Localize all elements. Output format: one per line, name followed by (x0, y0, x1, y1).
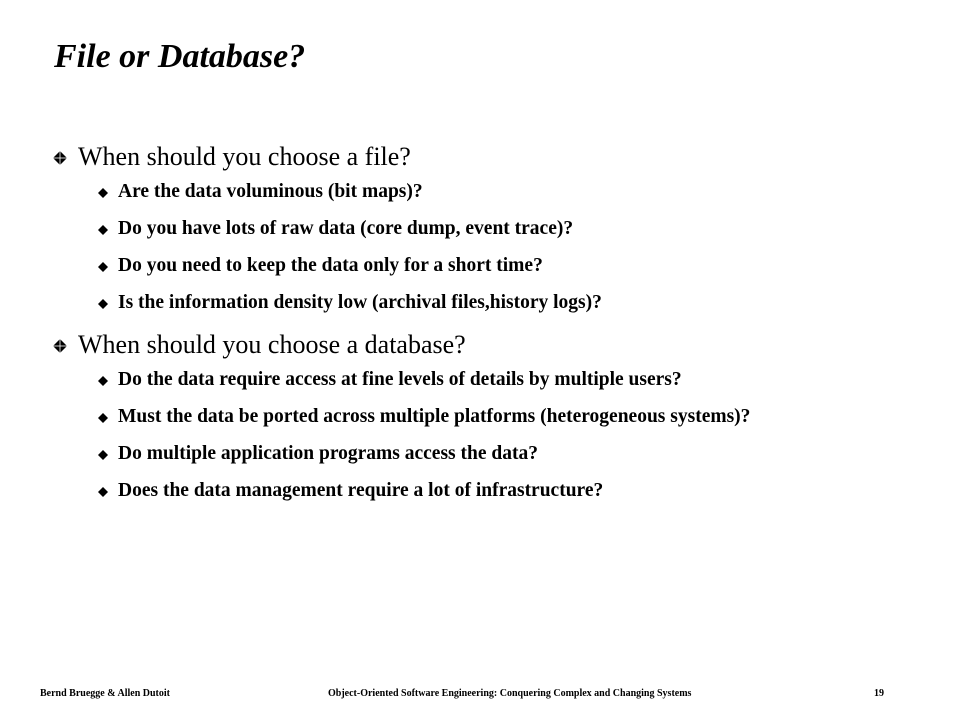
list-item-text: Is the information density low (archival files,history logs)? (118, 292, 602, 313)
diamond-bullet-icon (96, 479, 110, 503)
list-item (48, 442, 928, 466)
list-item (48, 217, 928, 241)
list-item-text: Does the data management require a lot of infrastructure? (118, 480, 604, 501)
diamond-bullet-icon (96, 405, 110, 429)
list-item-text: Must the data be ported across multiple platforms (heterogeneous systems)? (118, 406, 751, 427)
diamond-bullet-icon (48, 328, 72, 362)
diamond-bullet-icon (96, 442, 110, 466)
section-heading-file (48, 140, 928, 174)
slide-content (48, 140, 928, 516)
section-heading-label: When should you choose a file? (78, 142, 411, 171)
diamond-bullet-icon (96, 180, 110, 204)
section-items-database (48, 368, 928, 503)
section-heading-database (48, 328, 928, 362)
section-items-file (48, 180, 928, 315)
slide-title: File or Database? (54, 38, 306, 75)
list-item (48, 291, 928, 315)
list-item (48, 479, 928, 503)
list-item (48, 254, 928, 278)
diamond-bullet-icon (96, 291, 110, 315)
list-item (48, 405, 928, 429)
diamond-bullet-icon (96, 254, 110, 278)
list-item (48, 368, 928, 392)
list-item-text: Do you need to keep the data only for a short time? (118, 255, 543, 276)
diamond-bullet-icon (48, 140, 72, 174)
list-item-text: Do the data require access at fine levels of details by multiple users? (118, 369, 682, 390)
footer-book-title: Object-Oriented Software Engineering: Conquering Complex and Changing Systems (328, 688, 692, 699)
diamond-bullet-icon (96, 368, 110, 392)
footer-authors: Bernd Bruegge & Allen Dutoit (40, 688, 170, 699)
list-item-text: Are the data voluminous (bit maps)? (118, 181, 423, 202)
list-item-text: Do you have lots of raw data (core dump, event trace)? (118, 218, 574, 239)
list-item (48, 180, 928, 204)
footer-page-number: 19 (874, 688, 884, 699)
list-item-text: Do multiple application programs access the data? (118, 443, 538, 464)
section-heading-label: When should you choose a database? (78, 330, 466, 359)
diamond-bullet-icon (96, 217, 110, 241)
